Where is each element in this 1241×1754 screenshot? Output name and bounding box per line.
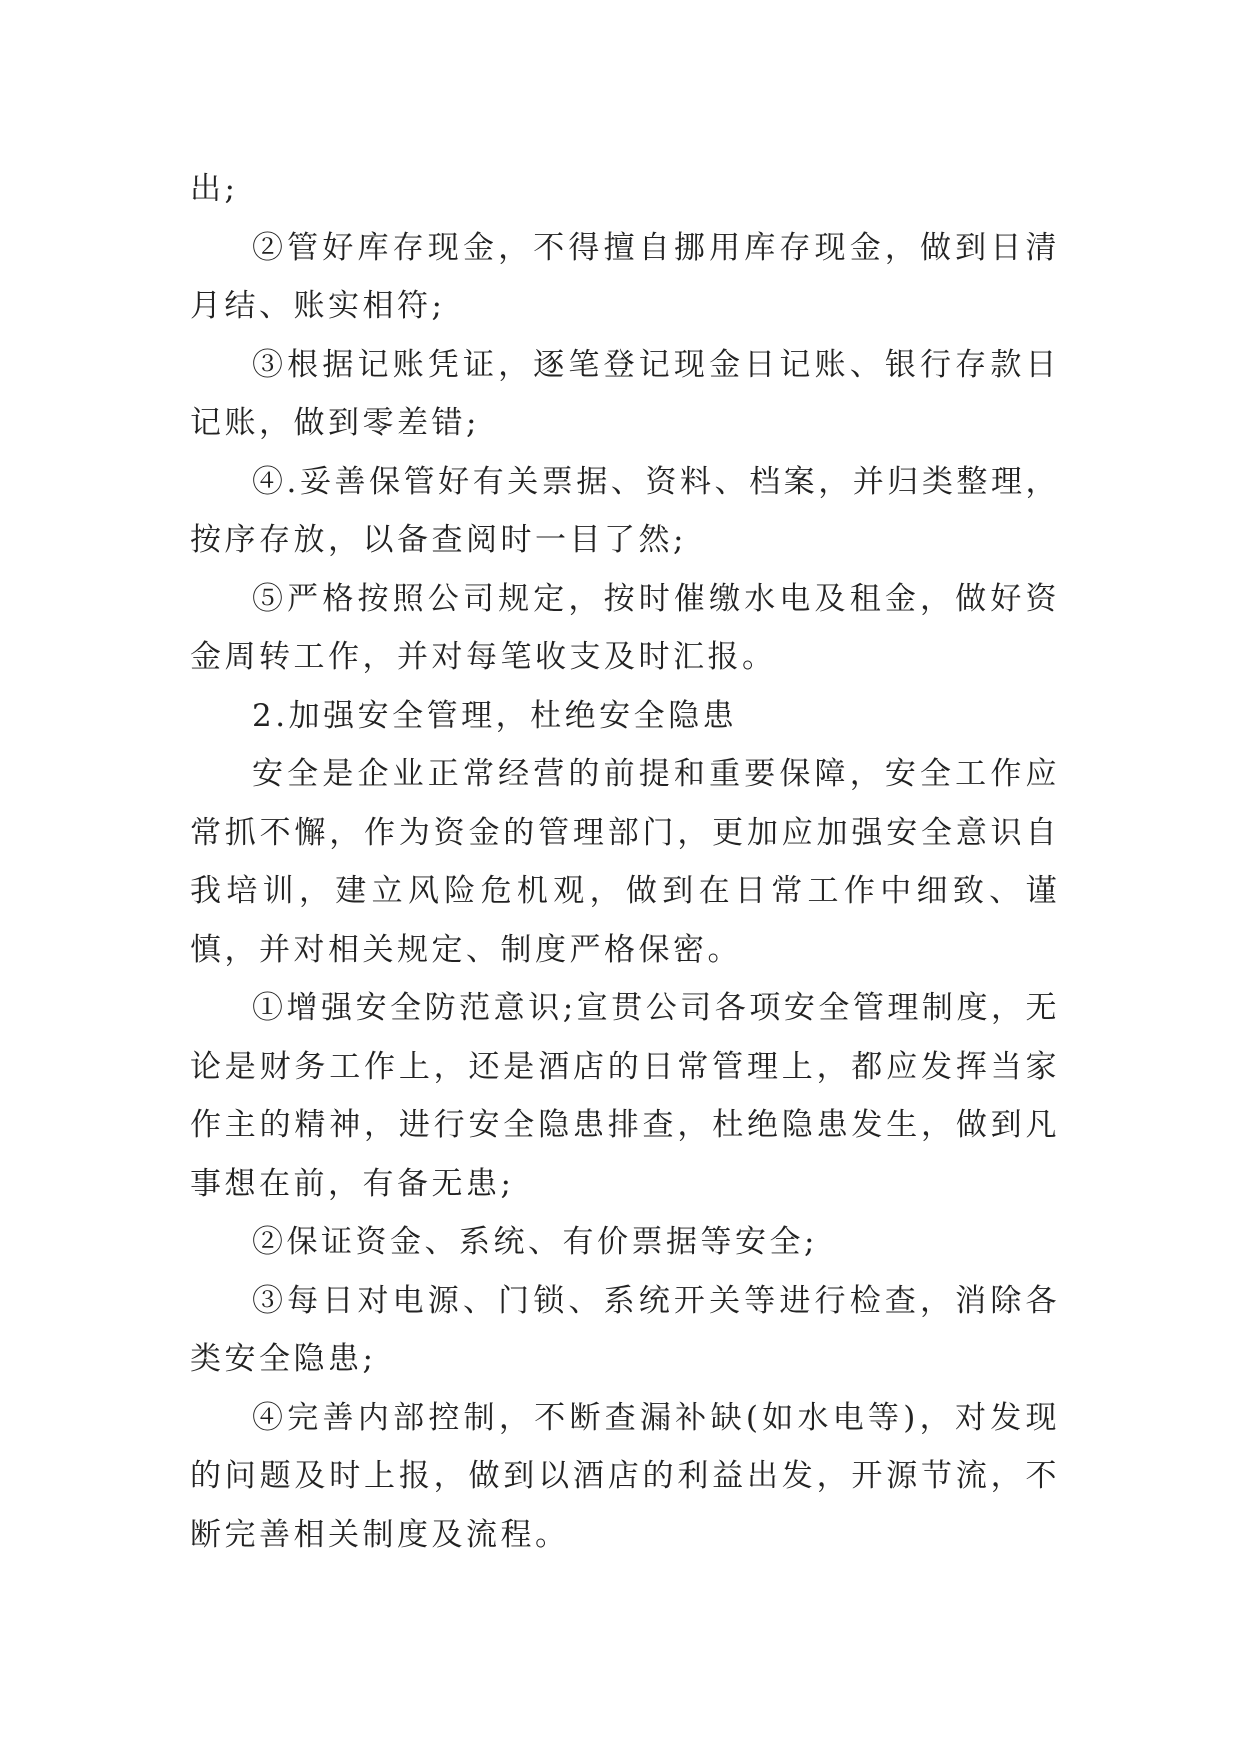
paragraph-safety-1: ①增强安全防范意识;宣贯公司各项安全管理制度，无论是财务工作上，还是酒店的日常管理上，都应发挥当家作主的精神，进行安全隐患排查，杜绝隐患发生，做到凡事想在前，有备无患; — [190, 990, 1060, 1202]
document-body — [190, 160, 1060, 1564]
paragraph-item-2: ②管好库存现金，不得擅自挪用库存现金，做到日清月结、账实相符; — [190, 229, 1060, 324]
paragraph-item-5: ⑤严格按照公司规定，按时催缴水电及租金，做好资金周转工作，并对每笔收支及时汇报。 — [190, 580, 1060, 675]
paragraph-safety-3: ③每日对电源、门锁、系统开关等进行检查，消除各类安全隐患; — [190, 1282, 1060, 1377]
paragraph-safety-4: ④完善内部控制，不断查漏补缺(如水电等)，对发现的问题及时上报，做到以酒店的利益出发，开源节流，不断完善相关制度及流程。 — [190, 1399, 1060, 1553]
paragraph-continuation: 出; — [190, 171, 239, 207]
paragraph-item-3: ③根据记账凭证，逐笔登记现金日记账、银行存款日记账，做到零差错; — [190, 346, 1060, 441]
paragraph-item-4: ④.妥善保管好有关票据、资料、档案，并归类整理，按序存放，以备查阅时一目了然; — [190, 463, 1060, 558]
section-heading: 2.加强安全管理，杜绝安全隐患 — [252, 697, 738, 734]
paragraph-safety-2: ②保证资金、系统、有价票据等安全; — [252, 1224, 818, 1260]
paragraph-intro: 安全是企业正常经营的前提和重要保障，安全工作应常抓不懈，作为资金的管理部门，更加应加强安全意识自我培训，建立风险危机观，做到在日常工作中细致、谨慎，并对相关规定、制度严格保密。 — [190, 756, 1060, 968]
